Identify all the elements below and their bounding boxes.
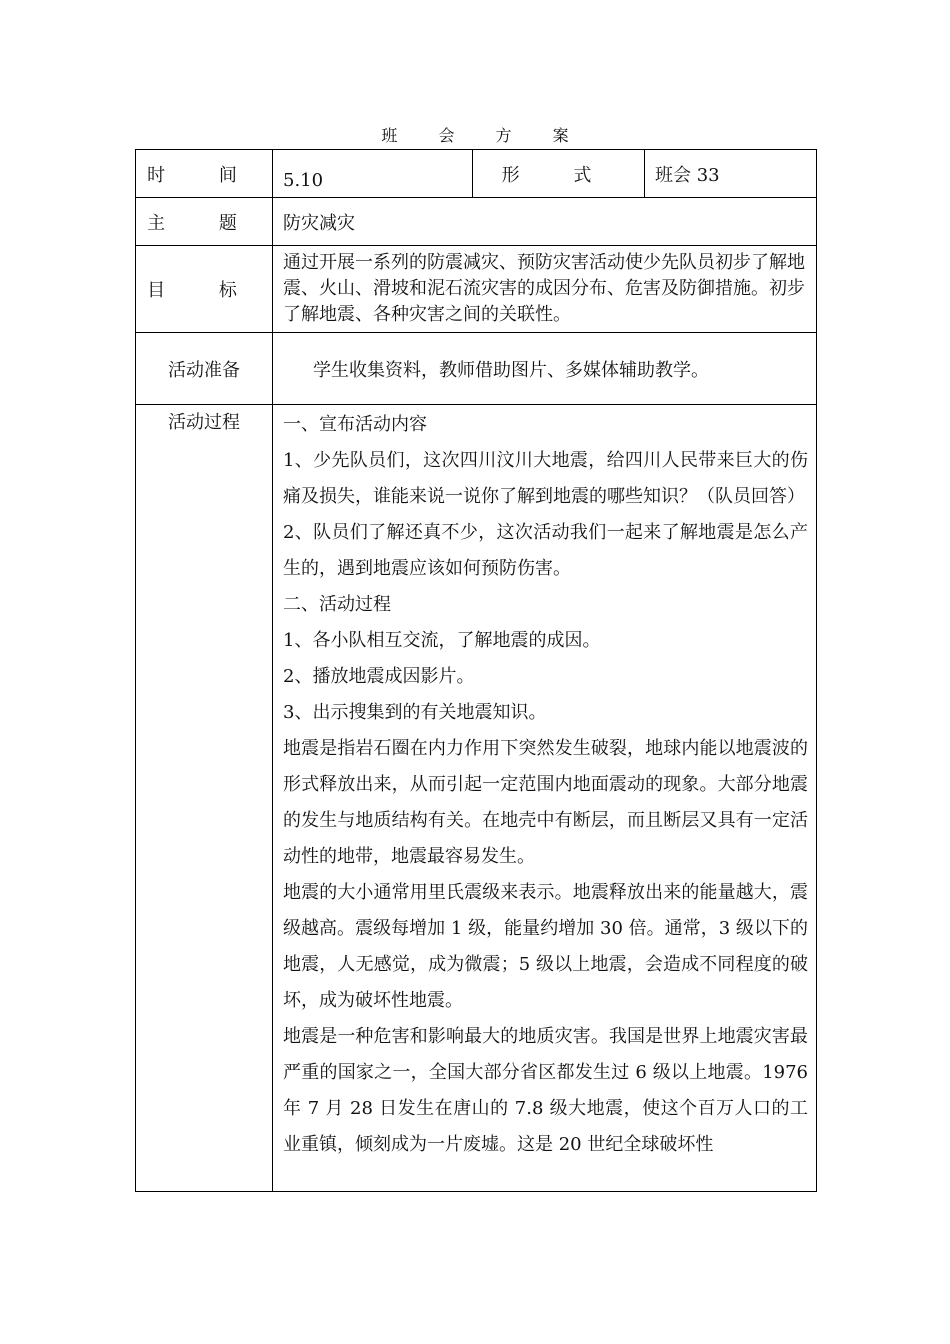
document-title: 班 会 方 案 bbox=[381, 126, 587, 145]
row-process bbox=[136, 405, 817, 1192]
plan-table bbox=[135, 149, 817, 1192]
theme-value-cell bbox=[273, 198, 817, 246]
process-paragraph: 2、队员们了解还真不少，这次活动我们一起来了解地震是怎么产生的，遇到地震应该如何预防伤害。 bbox=[283, 522, 808, 579]
theme-label-cell bbox=[136, 198, 273, 246]
process-paragraph: 地震是一种危害和影响最大的地质灾害。我国是世界上地震灾害最严重的国家之一，全国大部分省区都发生过 6 级以上地震。1976 年 7 月 28 日发生在唐山的 7.8 级大地震，使这个百万人口的工业重镇，倾刻成为一片废墟。这是 20 世纪全球破坏性 bbox=[283, 1026, 808, 1155]
objective-value: 通过开展一系列的防震减灾、预防灾害活动使少先队员初步了解地震、火山、滑坡和泥石流灾害的成因分布、危害及防御措施。初步了解地震、各种灾害之间的关联性。 bbox=[283, 252, 805, 325]
prep-value-cell bbox=[273, 333, 817, 405]
form-label-cell bbox=[473, 150, 645, 198]
objective-value-cell bbox=[273, 246, 817, 333]
time-value: 5.10 bbox=[283, 170, 324, 191]
row-time-form bbox=[136, 150, 817, 198]
time-label: 时 间 bbox=[147, 164, 261, 186]
process-paragraph: 1、少先队员们，这次四川汶川大地震，给四川人民带来巨大的伤痛及损失，谁能来说一说你了解到地震的哪些知识？（队员回答） bbox=[283, 450, 808, 507]
theme-label: 主 题 bbox=[147, 212, 261, 234]
process-heading-1: 一、宣布活动内容 bbox=[283, 414, 427, 435]
process-step: 3、出示搜集到的有关地震知识。 bbox=[283, 702, 547, 723]
prep-value: 学生收集资料，教师借助图片、多媒体辅助教学。 bbox=[313, 359, 709, 381]
row-preparation bbox=[136, 333, 817, 405]
form-value-cell bbox=[645, 150, 817, 198]
prep-label: 活动准备 bbox=[168, 359, 240, 381]
time-label-cell bbox=[136, 150, 273, 198]
process-paragraph: 地震的大小通常用里氏震级来表示。地震释放出来的能量越大，震级越高。震级每增加 1 级，能量约增加 30 倍。通常，3 级以下的地震，人无感觉，成为微震；5 级以上地震，会造成不同程度的破坏，成为破坏性地震。 bbox=[283, 882, 808, 1011]
objective-label-cell bbox=[136, 246, 273, 333]
process-content-cell bbox=[273, 405, 817, 1192]
objective-label: 目 标 bbox=[147, 280, 261, 301]
theme-value: 防灾减灾 bbox=[283, 212, 355, 234]
row-theme bbox=[136, 198, 817, 246]
process-paragraph: 地震是指岩石圈在内力作用下突然发生破裂，地球内能以地震波的形式释放出来，从而引起一定范围内地面震动的现象。大部分地震的发生与地质结构有关。在地壳中有断层，而且断层又具有一定活动性的地带，地震最容易发生。 bbox=[283, 738, 808, 867]
process-label-cell bbox=[136, 405, 273, 1192]
process-step: 2、播放地震成因影片。 bbox=[283, 666, 475, 687]
process-step: 1、各小队相互交流，了解地震的成因。 bbox=[283, 630, 601, 651]
process-heading-2: 二、活动过程 bbox=[283, 594, 391, 615]
row-objective bbox=[136, 246, 817, 333]
form-label: 形 式 bbox=[501, 164, 616, 186]
process-label: 活动过程 bbox=[168, 412, 240, 433]
form-value: 班会 33 bbox=[655, 164, 720, 186]
prep-label-cell bbox=[136, 333, 273, 405]
time-value-cell bbox=[273, 150, 473, 198]
